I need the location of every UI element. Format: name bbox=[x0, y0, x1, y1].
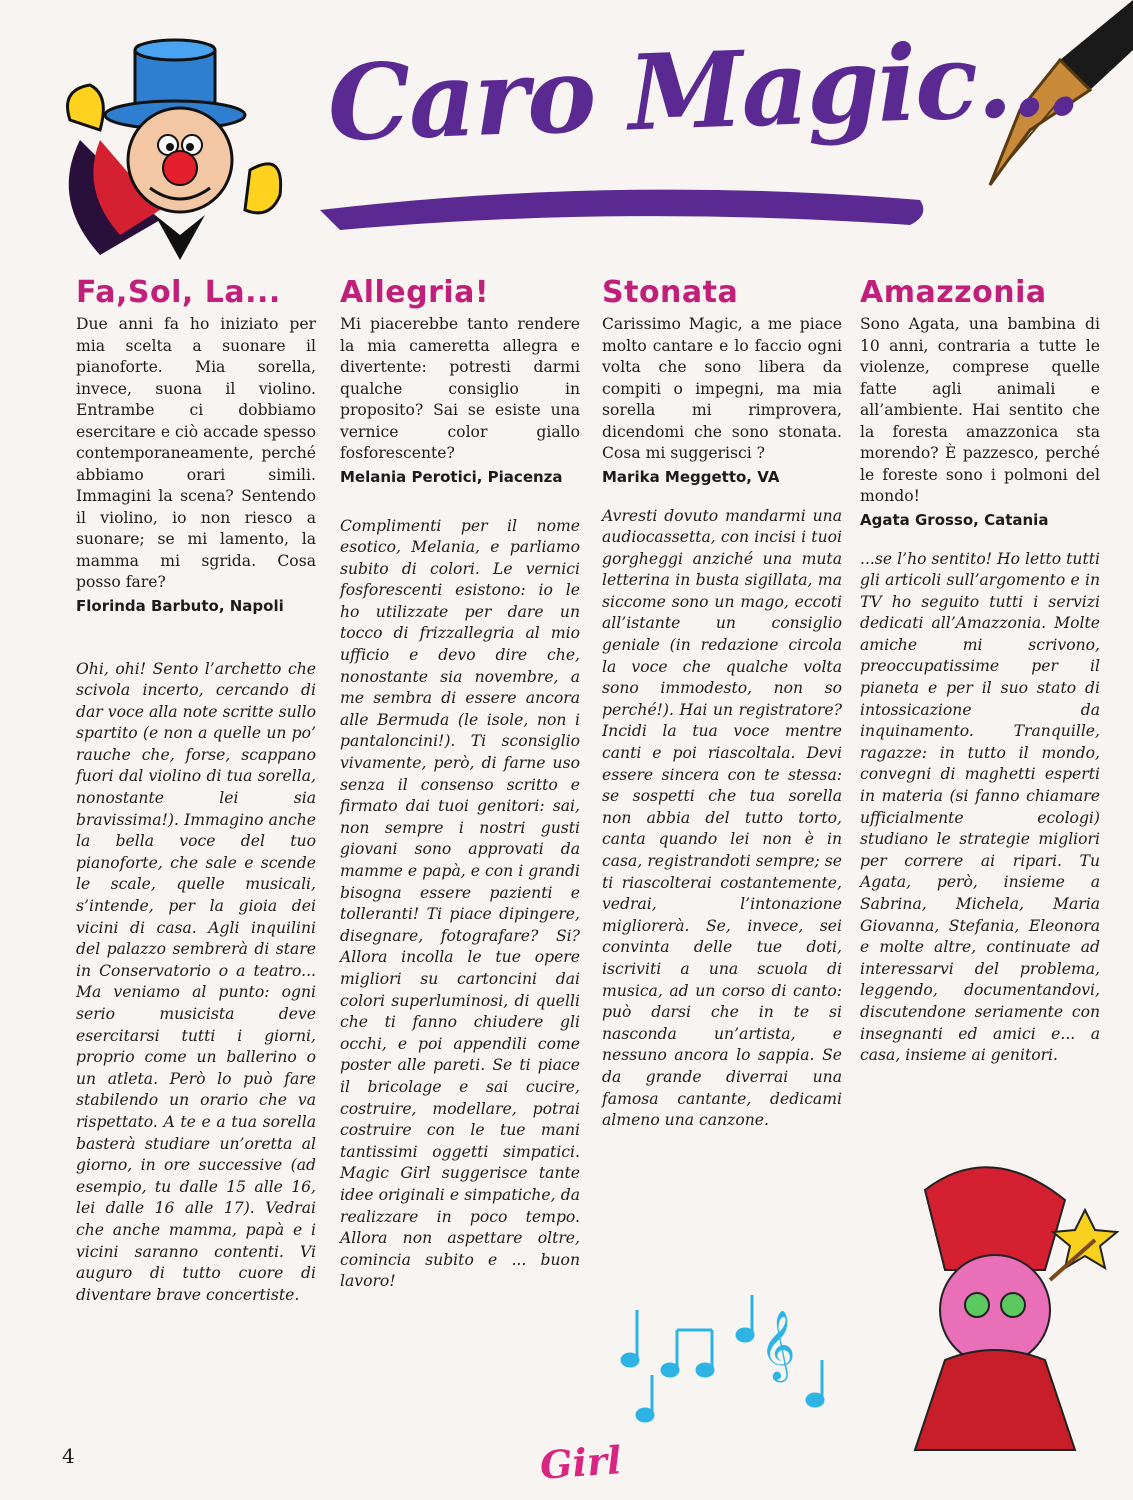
magic-reply: Complimenti per il nome esotico, Melania, e parliamo subito di colori. Le vernici fosforescenti esistono: io le ho utilizzate per dare un tocco di frizzallegria al mio ufficio e devo dire che, nonostante sia novembre, a me sembra di essere ancora alle Bermuda (le isole, non i pantaloncini!). Ti sconsiglio vivamente, però, di farne uso senza il consenso scritto e firmato dai tuoi genitori: sai, non sempre i nostri gusti giovani sono approvati da mamme e papà, e con i grandi bisogna essere pazienti e tolleranti! Ti piace dipingere, disegnare, fotografare? Si? Allora incolla le tue opere migliori su cartoncini dai colori superluminosi, di quelli che ti fanno chiudere gli occhi, e poi appendili come poster alle pareti. Se ti piace il bricolage e sai cucire, costruire, modellare, potrai costruire con le tue mani tantissimi oggetti simpatici. Magic Girl suggerisce tante idee originali e simpatiche, da realizzare in poco tempo. Allora non aspettare oltre, comincia subito e ... buon lavoro! bbox=[340, 516, 580, 1291]
reader-letter: Carissimo Magic, a me piace molto cantare e lo faccio ogni volta che sono libera da compiti o impegni, ma mia sorella mi rimprovera, dicendomi che sono stonata. Cosa mi suggerisci ? bbox=[602, 315, 842, 462]
magazine-logo: Girl bbox=[538, 1437, 623, 1488]
letter-signature: Melania Perotici, Piacenza bbox=[340, 467, 563, 486]
letter-column-2 bbox=[340, 275, 580, 1293]
page-title: Caro Magic... bbox=[325, 15, 1081, 165]
music-notes-icon bbox=[610, 1290, 840, 1430]
reader-letter: Sono Agata, una bambina di 10 anni, contraria a tutte le violenze, comprese quelle fatte agli animali e all’ambiente. Hai sentito che la foresta amazzonica sta morendo? È pazzesco, perché le foreste sono i polmoni del mondo! bbox=[860, 315, 1100, 505]
letter-column-4 bbox=[860, 275, 1100, 1067]
letter-column-3 bbox=[602, 275, 842, 1132]
section-heading: Amazzonia bbox=[860, 275, 1047, 310]
reader-letter: Due anni fa ho iniziato per mia scelta a suonare il pianoforte. Mia sorella, invece, suona il violino. Entrambe ci dobbiamo esercitare e ciò accade spesso contemporaneamente, perché abbiamo orari simili. Immagini la scena? Sentendo il violino, io non riesco a suonare; se mi lamento, la mamma mi sgrida. Cosa posso fare? bbox=[76, 315, 316, 591]
title-underline-swash bbox=[320, 170, 940, 250]
letter-column-1 bbox=[76, 275, 316, 1306]
letter-signature: Agata Grosso, Catania bbox=[860, 510, 1049, 529]
magic-reply: Ohi, ohi! Sento l’archetto che scivola incerto, cercando di dar voce alla note scritte sullo spartito (e non a quelle un po’ rauche che, forse, scappano fuori dal violino di tua sorella, nonostante lei sia bravissima!). Immagino anche la bella voce del tuo pianoforte, che sale e scende le scale, quelle musicali, s’intende, per la gioia dei vicini di casa. Agli inquilini del palazzo sembrerà di stare in Conservatorio o a teatro... Ma veniamo al punto: ogni serio musicista deve esercitarsi tutti i giorni, proprio come un ballerino o un atleta. Però lo può fare stabilendo un orario che va rispettato. A te e a tua sorella basterà studiare un’oretta al giorno, in ore successive (ad esempio, tu dalle 15 alle 16, lei dalle 16 alle 17). Vedrai che anche mamma, papà e i vicini saranno contenti. Vi auguro di tutto cuore di diventare brave concertiste. bbox=[76, 659, 316, 1304]
magic-reply: Avresti dovuto mandarmi una audiocassetta, con incisi i tuoi gorgheggi anziché una muta letterina in busta sigillata, ma siccome sono un mago, eccoti all’istante un consiglio geniale (in redazione circola la voce che qualche volta sono immodesto, non so perché!). Hai un registratore? Incidi la tua voce mentre canti e poi riascoltala. Devi essere sincera con te stessa: se sospetti che tua sorella non abbia del tutto torto, canta quando lei non è in casa, registrandoti sempre; se ti riascolterai costantemente, vedrai, l’intonazione migliorerà. Se, invece, sei convinta delle tue doti, iscriviti a una scuola di musica, ad un corso di canto: può darsi che in te si nasconda un’artista, e nessuno ancora lo sappia. Se da grande diverrai una famosa cantante, dedicami almeno una canzone. bbox=[602, 506, 842, 1130]
section-heading: Fa,Sol, La... bbox=[76, 275, 281, 310]
section-heading: Allegria! bbox=[340, 275, 490, 310]
letter-signature: Marika Meggetto, VA bbox=[602, 467, 780, 486]
page-header bbox=[0, 0, 1133, 270]
magic-girl-drawing-icon bbox=[855, 1150, 1125, 1490]
section-heading: Stonata bbox=[602, 275, 739, 310]
magic-reply: ...se l’ho sentito! Ho letto tutti gli articoli sull’argomento e in TV ho seguito tutti i servizi dedicati all’Amazzonia. Molte amiche mi scrivono, preoccupatissime per il pianeta e per il suo stato di intossicazione da inquinamento. Tranquille, ragazze: in tutto il mondo, convegni di maghetti esperti in materia (si fanno chiamare ufficialmente ecologi) studiano le strategie migliori per correre ai ripari. Tu Agata, però, insieme a Sabrina, Michela, Maria Giovanna, Stefania, Eleonora e molte altre, continuate ad interessarvi del problema, leggendo, documentandovi, discutendone seriamente con insegnanti ed amici e... a casa, insieme ai genitori. bbox=[860, 549, 1100, 1065]
page-number: 4 bbox=[62, 1444, 75, 1468]
letter-signature: Florinda Barbuto, Napoli bbox=[76, 596, 284, 615]
magician-mascot-icon bbox=[40, 20, 300, 260]
svg-text:𝄞: 𝄞 bbox=[760, 1310, 796, 1380]
reader-letter: Mi piacerebbe tanto rendere la mia cameretta allegra e divertente: potresti darmi qualche consiglio in proposito? Sai se esiste una vernice color giallo fosforescente? bbox=[340, 315, 580, 462]
